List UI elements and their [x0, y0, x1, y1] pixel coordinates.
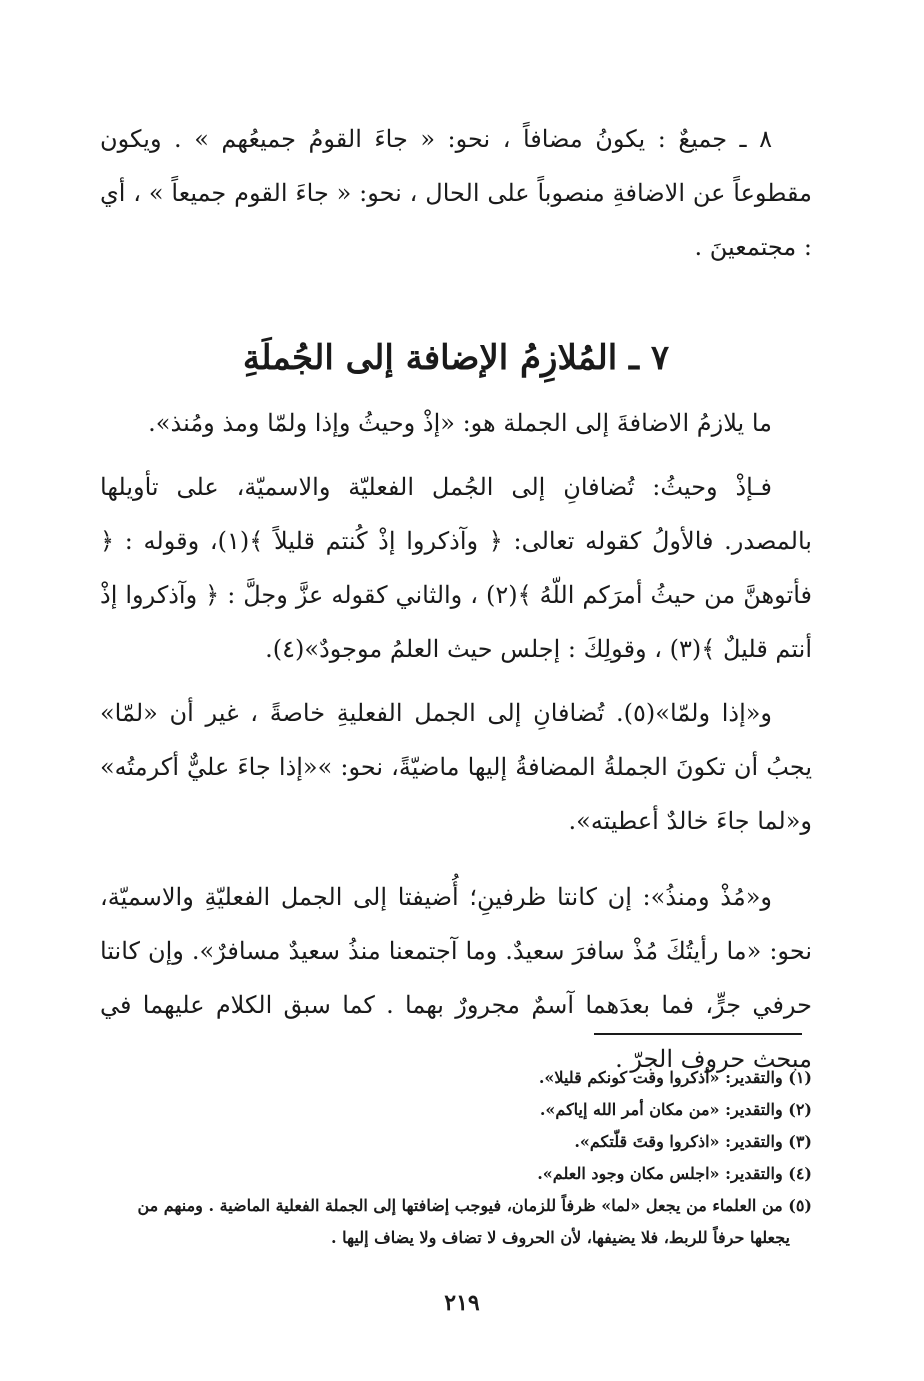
footnote-divider: [594, 1033, 802, 1035]
page-number: ٢١٩: [444, 1290, 480, 1316]
paragraph-idh-haythu: فـإذْ وحيثُ: تُضافانِ إلى الجُمل الفعليّة والاسميّة، على تأويلها بالمصدر. فالأولُ كقوله تعالى: ﴿ وآذكروا إذْ كُنتم قليلاً ﴾(١)، وقوله : ﴿ فأتوهنَّ من حيثُ أمرَكم اللّهُ ﴾(٢) ، والثاني كقوله عزَّ وجلَّ : ﴿ وآذكروا إذْ أنتم قليلٌ ﴾(٣) ، وقولِكَ : إجلس حيث العلمُ موجودٌ»(٤).: [100, 473, 813, 663]
section-heading: ٧ ـ المُلازِمُ الإضافة إلى الجُملَةِ: [242, 338, 670, 378]
footnote-3: (٣) والتقدير: «اذكروا وقتَ قلّتكم».: [574, 1132, 812, 1151]
paragraph-intro: ما يلازمُ الاضافةَ إلى الجملة هو: «إذْ وحيثُ وإذا ولمّا ومذ ومُنذ».: [148, 409, 772, 437]
paragraph-mudh-mundhu: و«مُذْ ومنذُ»: إن كانتا ظرفينِ؛ أُضيفتا إلى الجمل الفعليّةِ والاسميّة، نحو: «ما رأيتُكَ مُذْ سافرَ سعيدٌ. وما آجتمعنا منذُ سعيدٌ مسافرٌ». وإن كانتا حرفي جرٍّ، فما بعدَهما آسمٌ مجرورٌ بهما . كما سبق الكلام عليهما في مبحث حروف الجرّ .: [100, 883, 812, 1073]
page-body: [100, 112, 812, 1086]
footnote-2: (٢) والتقدير: «من مكان أمر الله إياكم».: [539, 1100, 812, 1119]
footnotes: [100, 1062, 812, 1254]
footnote-1: (١) والتقدير: «أذكروا وقت كونكم قليلا».: [538, 1068, 812, 1087]
paragraph-idha-lamma: و«إذا ولمّا»(٥). تُضافانِ إلى الجمل الفعليةِ خاصةً ، غير أن «لمّا» يجبُ أن تكونَ الجملةُ المضافةُ إليها ماضيّةً، نحو: »«إذا جاءَ عليٌّ أكرمتُه» و«لما جاءَ خالدٌ أعطيته».: [100, 699, 812, 835]
footnote-5: (٥) من العلماء من يجعل «لما» ظرفاً للزمان، فيوجب إضافتها إلى الجملة الفعلية الماضية . ومنهم من: [137, 1196, 812, 1215]
paragraph-jamee: ٨ ـ جميعٌ : يكونُ مضافاً ، نحو: « جاءَ القومُ جميعُهم » . ويكون مقطوعاً عن الاضافةِ منصوباً على الحال ، نحو: « جاءَ القوم جميعاً » ، أي : مجتمعينَ .: [100, 125, 812, 261]
footnote-4: (٤) والتقدير: «اجلس مكان وجود العلم».: [537, 1164, 812, 1183]
footnote-5-continuation: يجعلها حرفاً للربط، فلا يضيفها، لأن الحروف لا تضاف ولا يضاف إليها .: [331, 1228, 790, 1247]
